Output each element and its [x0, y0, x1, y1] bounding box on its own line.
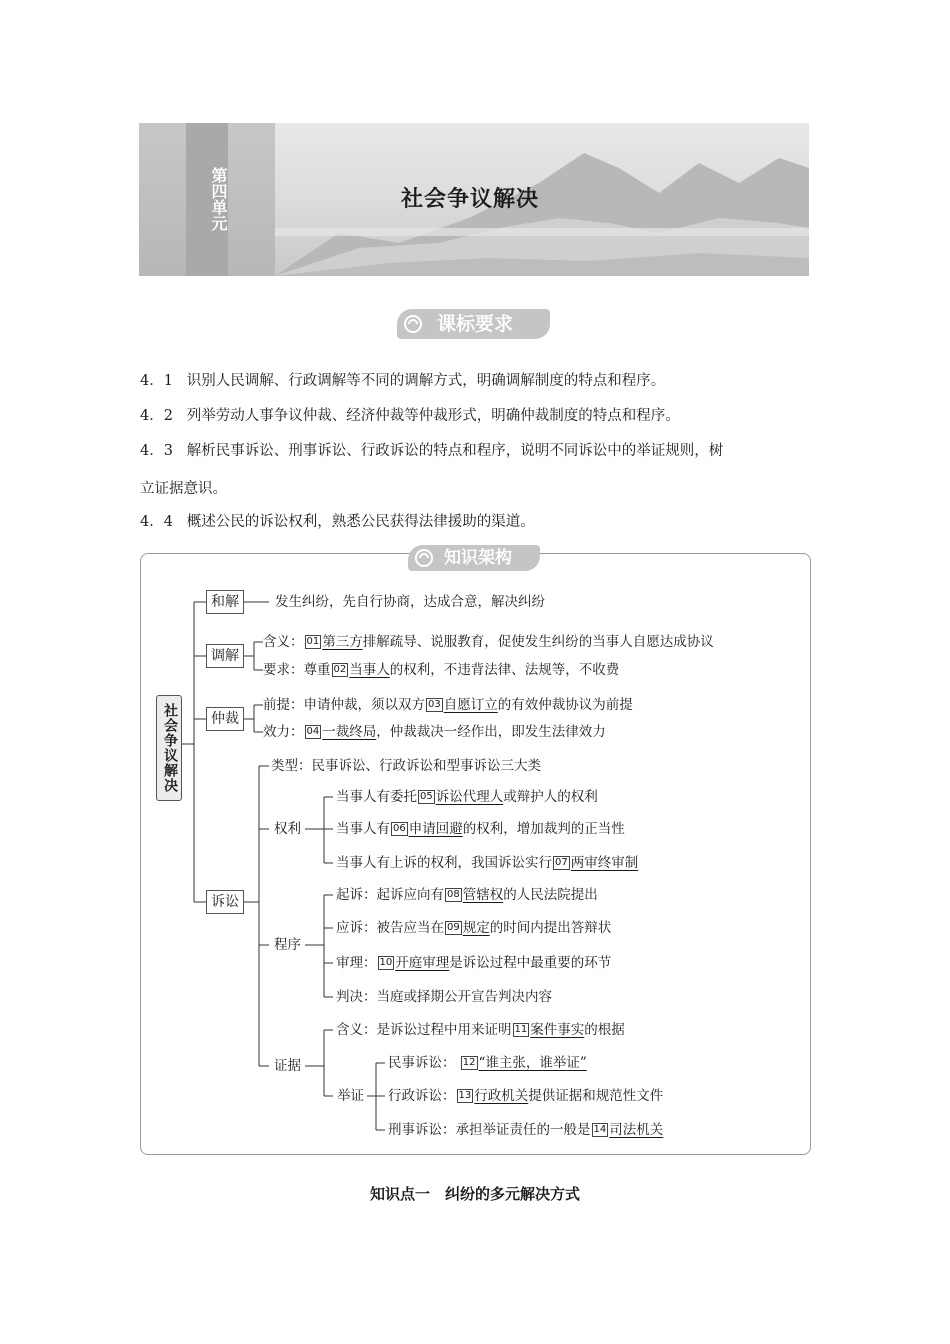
map-root-node: 社会争议解决	[156, 695, 182, 801]
unit-banner	[139, 123, 809, 276]
swirl-icon	[414, 548, 434, 568]
map-right-appeal: 当事人有上诉的权利，我国诉讼实行 07 两审终审制	[336, 855, 639, 871]
map-burden-administrative: 行政诉讼： 13 行政机关提供证据和规范性文件	[388, 1088, 664, 1104]
section-heading-standards	[397, 309, 550, 339]
map-node-zhongcai: 仲裁	[206, 707, 244, 731]
requirement-item-continued: 立证据意识。	[140, 481, 227, 497]
map-label-chengxu: 程序	[274, 937, 301, 953]
section-heading-text: 课标要求	[437, 313, 514, 335]
knowledge-map-box	[140, 553, 811, 1155]
map-label-quanli: 权利	[274, 821, 301, 837]
map-procedure-trial: 审理： 10 开庭审理是诉讼过程中最重要的环节	[336, 955, 612, 971]
map-burden-civil: 民事诉讼： 12 “谁主张，谁举证”	[388, 1055, 587, 1071]
map-node-tiaojie: 调解	[206, 644, 244, 668]
section-heading-framework	[408, 545, 540, 571]
requirement-item: 4．4 概述公民的诉讼权利，熟悉公民获得法律援助的渠道。	[140, 514, 535, 530]
section-heading-text: 知识架构	[444, 548, 512, 568]
map-procedure-judgment: 判决：当庭或择期公开宣告判决内容	[336, 989, 552, 1005]
map-evidence-meaning: 含义：是诉讼过程中用来证明 11 案件事实的根据	[336, 1022, 625, 1038]
map-zhongcai-effect: 效力： 04 一裁终局，仲裁裁决一经作出，即发生法律效力	[263, 724, 606, 740]
requirement-item: 4．2 列举劳动人事争议仲裁、经济仲裁等仲裁形式，明确仲裁制度的特点和程序。	[140, 408, 680, 424]
map-procedure-response: 应诉：被告应当在 09 规定的时间内提出答辩状	[336, 920, 612, 936]
knowledge-point-heading: 知识点一 纠纷的多元解决方式	[369, 1185, 580, 1203]
map-label-juzheng: 举证	[337, 1088, 364, 1104]
map-tiaojie-requirement: 要求：尊重 02 当事人的权利，不违背法律、法规等，不收费	[263, 662, 620, 678]
map-susong-type: 类型：民事诉讼、行政诉讼和型事诉讼三大类	[271, 758, 541, 774]
map-node-hejie: 和解	[206, 590, 244, 614]
map-node-susong: 诉讼	[206, 890, 244, 914]
map-tiaojie-meaning: 含义： 01 第三方排解疏导、说服教育，促使发生纠纷的当事人自愿达成协议	[263, 634, 714, 650]
map-right-agent: 当事人有委托 05 诉讼代理人或辩护人的权利	[336, 789, 598, 805]
map-right-recusal: 当事人有 06 申请回避的权利，增加裁判的正当性	[336, 821, 625, 837]
swirl-icon	[403, 314, 423, 334]
requirement-item: 4．1 识别人民调解、行政调解等不同的调解方式，明确调解制度的特点和程序。	[140, 373, 666, 389]
unit-title: 社会争议解决	[401, 186, 540, 212]
map-hejie-desc: 发生纠纷，先自行协商，达成合意，解决纠纷	[275, 594, 545, 610]
map-burden-criminal: 刑事诉讼：承担举证责任的一般是 14 司法机关	[388, 1122, 664, 1138]
map-zhongcai-premise: 前提：申请仲裁，须以双方 03 自愿订立的有效仲裁协议为前提	[263, 697, 633, 713]
map-label-zhengju: 证据	[274, 1058, 301, 1074]
unit-label: 第四单元	[209, 167, 228, 231]
map-procedure-filing: 起诉：起诉应向有 08 管辖权的人民法院提出	[336, 887, 598, 903]
requirement-item: 4．3 解析民事诉讼、刑事诉讼、行政诉讼的特点和程序，说明不同诉讼中的举证规则，树	[140, 443, 724, 459]
